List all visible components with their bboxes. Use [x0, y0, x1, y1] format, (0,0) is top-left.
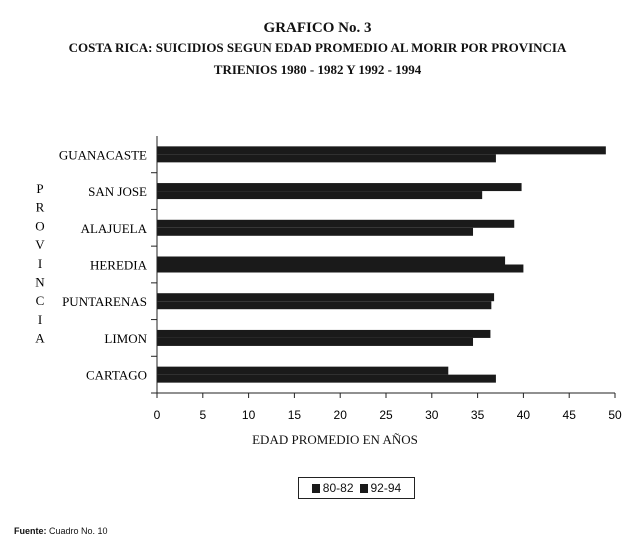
bar-san-jose-80-82: [157, 191, 482, 199]
footnote-label: Fuente:: [14, 526, 47, 536]
legend-label-80-82: 80-82: [322, 481, 354, 495]
x-tick-label: 30: [425, 408, 439, 422]
bar-alajuela-80-82: [157, 228, 473, 236]
bar-puntarenas-92-94: [157, 293, 494, 301]
category-label: ALAJUELA: [80, 220, 147, 236]
bar-alajuela-92-94: [157, 220, 514, 228]
legend-swatch-80-82: [312, 484, 320, 493]
x-tick-label: 5: [199, 408, 207, 422]
y-axis-label-letter: C: [35, 293, 45, 309]
bar-heredia-92-94: [157, 257, 505, 265]
footnote-text: Cuadro No. 10: [49, 526, 108, 536]
bar-guanacaste-80-82: [157, 154, 496, 162]
chart-subtitle: COSTA RICA: SUICIDIOS SEGUN EDAD PROMEDIO AL MORIR POR PROVINCIA: [68, 40, 567, 55]
x-axis-label: EDAD PROMEDIO EN AÑOS: [252, 432, 418, 447]
y-axis-label-letter: I: [37, 255, 43, 271]
y-axis-label-letter: P: [36, 181, 44, 196]
footnote: [14, 526, 108, 536]
legend-item-80-82: [312, 481, 354, 495]
y-axis-label-letter: N: [35, 274, 45, 290]
bar-heredia-80-82: [157, 265, 523, 273]
bar-puntarenas-80-82: [157, 301, 491, 309]
category-label: GUANACASTE: [58, 147, 147, 163]
y-axis-label-letter: O: [35, 218, 45, 234]
x-tick-label: 50: [608, 408, 622, 422]
x-tick-label: 15: [287, 408, 302, 422]
legend: [298, 477, 415, 499]
bar-guanacaste-92-94: [157, 146, 606, 154]
x-tick-label: 25: [379, 408, 393, 422]
x-tick-label: 40: [516, 408, 531, 422]
x-tick-label: 10: [241, 408, 256, 422]
category-label: CARTAGO: [85, 367, 147, 383]
bar-cartago-80-82: [157, 375, 496, 383]
x-tick-label: 35: [470, 408, 485, 422]
category-label: HEREDIA: [89, 257, 147, 273]
x-tick-label: 0: [153, 408, 161, 422]
legend-item-92-94: [360, 481, 402, 495]
legend-swatch-92-94: [360, 484, 368, 493]
chart-title: GRAFICO No. 3: [263, 20, 372, 36]
legend-label-92-94: 92-94: [370, 481, 402, 495]
category-label: SAN JOSE: [88, 184, 147, 200]
bars-group: [157, 146, 606, 382]
x-tick-label: 20: [333, 408, 347, 422]
category-label: LIMON: [104, 330, 147, 346]
bar-limon-92-94: [157, 330, 490, 338]
category-label: PUNTARENAS: [62, 294, 147, 310]
y-axis-label-letter: R: [35, 199, 45, 215]
y-axis-label-letter: A: [35, 330, 45, 346]
category-labels: [59, 147, 148, 382]
chart-period: TRIENIOS 1980 - 1982 Y 1992 - 1994: [213, 62, 422, 77]
y-axis-label-letter: V: [35, 237, 45, 253]
y-axis-label: [35, 181, 45, 346]
bar-san-jose-92-94: [157, 183, 522, 191]
bar-cartago-92-94: [157, 367, 448, 375]
y-axis-label-letter: I: [37, 311, 43, 327]
bar-limon-80-82: [157, 338, 473, 346]
x-tick-label: 45: [562, 408, 576, 422]
